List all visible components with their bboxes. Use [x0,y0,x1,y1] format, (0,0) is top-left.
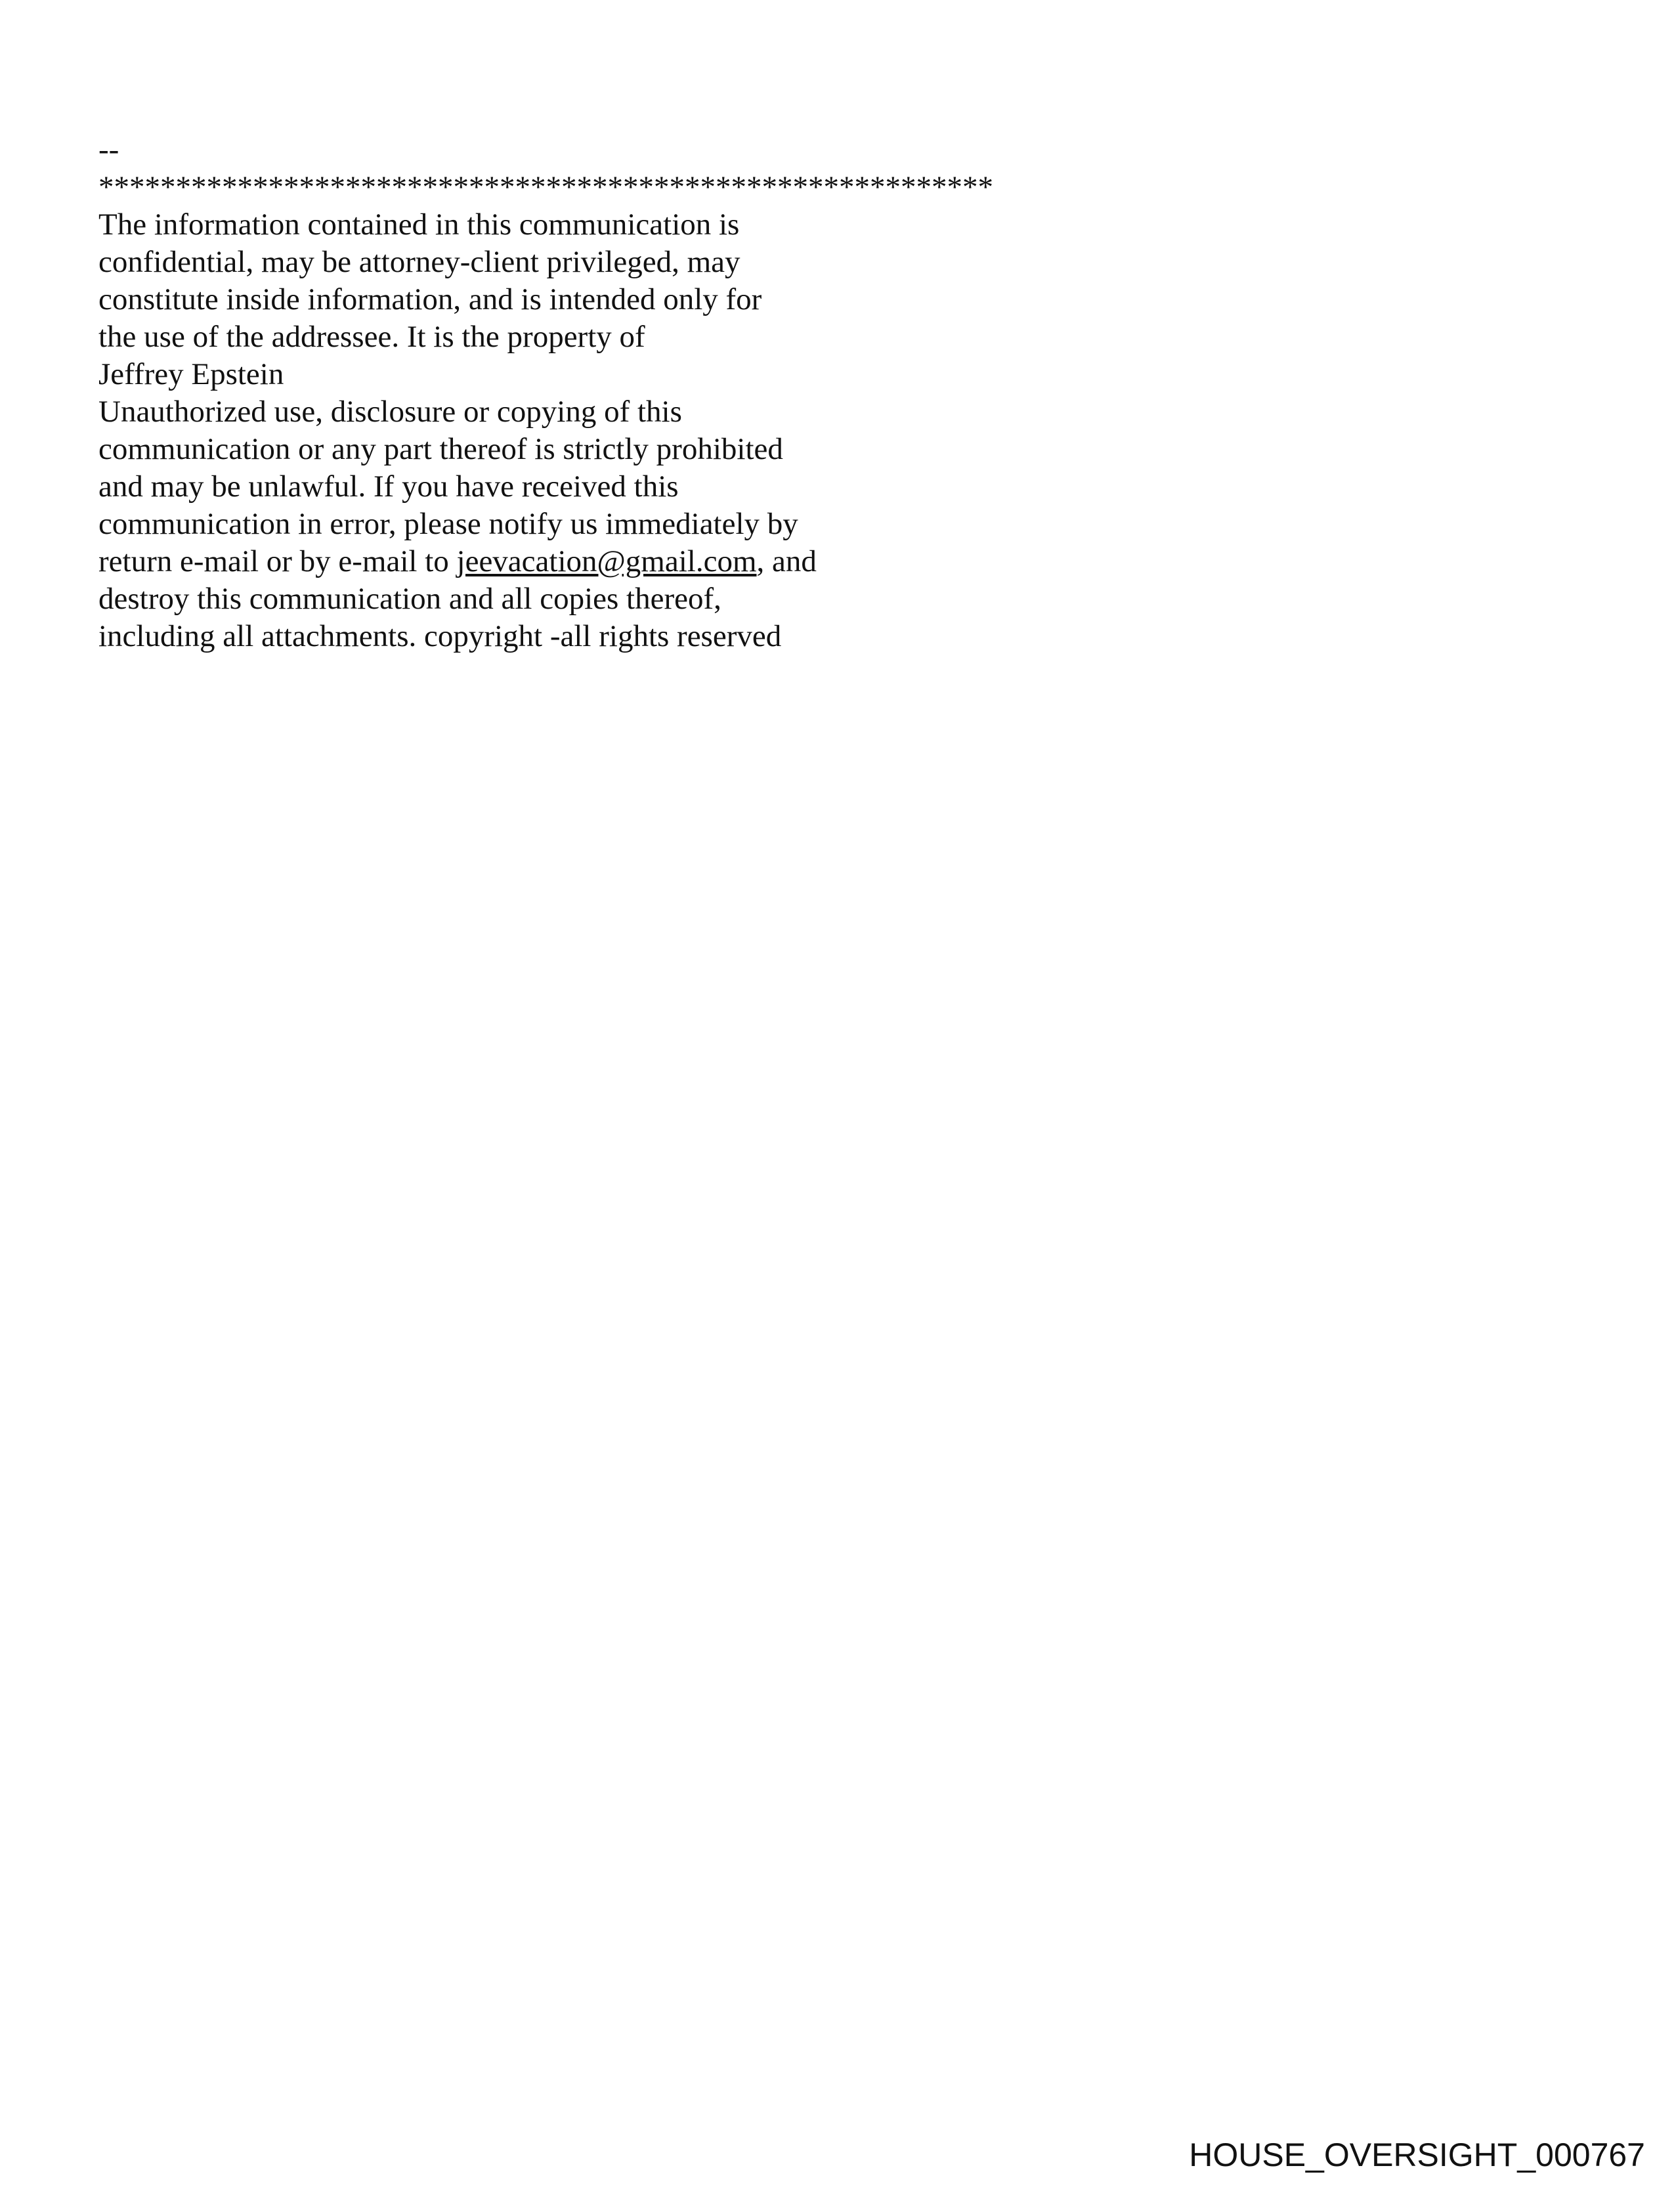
return-line-prefix: return e-mail or by e-mail to [98,544,457,578]
footer-line-return-email [98,543,1280,580]
footer-line: confidential, may be attorney-client privileged, may [98,245,740,279]
footer-line: destroy this communication and all copies thereof, [98,582,721,616]
footer-line: and may be unlawful. If you have received this [98,469,679,504]
footer-line: including all attachments. copyright -all rights reserved [98,619,782,653]
footer-line: communication or any part thereof is strictly prohibited [98,432,783,466]
return-line-suffix: , and [756,544,817,578]
footer-line: communication in error, please notify us immediately by [98,507,798,541]
signature-separator: -- [98,133,119,167]
footer-line-owner: Jeffrey Epstein [98,357,284,391]
footer-line: Unauthorized use, disclosure or copying of this [98,395,682,429]
email-confidentiality-footer [98,131,1280,655]
bates-number: HOUSE_OVERSIGHT_000767 [1189,2136,1645,2173]
footer-line: the use of the addressee. It is the property of [98,320,645,354]
footer-line: constitute inside information, and is intended only for [98,282,762,316]
footer-line: The information contained in this communication is [98,207,740,242]
email-link[interactable]: jeevacation@gmail.com [456,544,757,578]
asterisk-rule: ********************************************************** [98,170,993,204]
